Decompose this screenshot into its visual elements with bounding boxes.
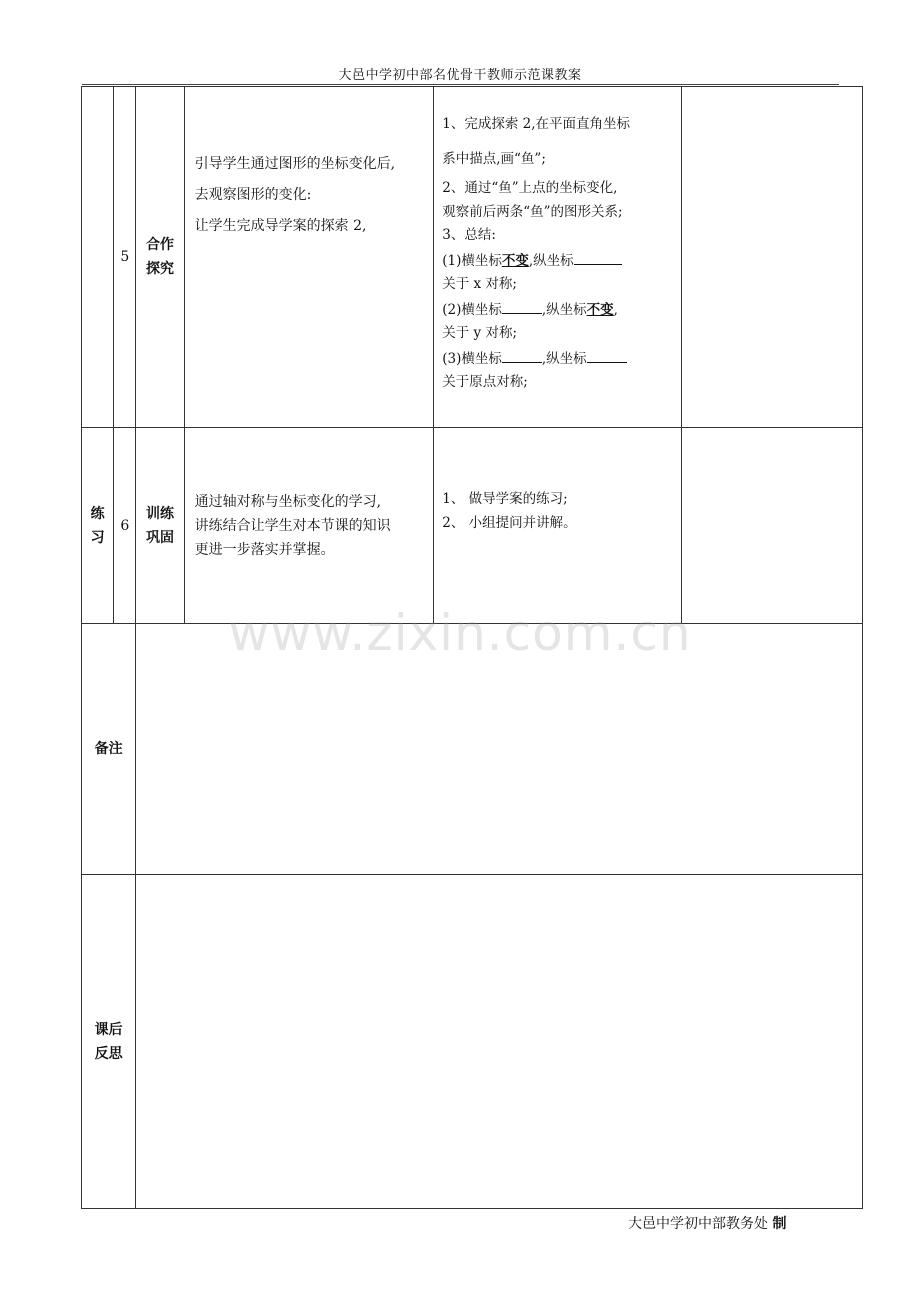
student-line: 2、 小组提问并讲解。 <box>442 514 577 531</box>
student-line: 1、 做导学案的练习; <box>442 491 568 507</box>
footer-text: 大邑中学初中部教务处 <box>628 1216 768 1232</box>
reflection-label <box>82 875 136 1209</box>
summary-text: (1)横坐标 <box>442 252 502 269</box>
student-line: 1、完成探索 2,在平面直角坐标 <box>442 116 630 132</box>
summary-text: ,纵坐标 <box>541 301 587 318</box>
teacher-line: 去观察图形的变化: <box>194 187 312 203</box>
summary-text: 关于 y 对称; <box>442 325 517 341</box>
student-activity-cell <box>434 87 682 428</box>
table-row-explore <box>82 87 863 428</box>
teacher-line: 引导学生通过图形的坐标变化后, <box>194 156 396 172</box>
stage-label-line1: 合作 <box>145 237 174 253</box>
header-rule <box>82 84 839 85</box>
stage-label-line1: 训练 <box>145 505 174 522</box>
summary-item-1 <box>442 248 677 274</box>
reflection-label-line2: 反思 <box>94 1045 123 1062</box>
teacher-line: 让学生完成导学案的探索 2, <box>194 218 367 234</box>
summary-text: (2)横坐标 <box>442 301 502 318</box>
footer-bold: 制 <box>772 1216 787 1232</box>
watermark: www.zixin.com.cn <box>228 604 692 662</box>
keyword-unchanged: 不变 <box>501 252 529 269</box>
teacher-activity-cell <box>184 87 434 428</box>
keyword-unchanged: 不变 <box>586 301 614 318</box>
blank-line <box>587 346 627 363</box>
summary-text: (3)横坐标 <box>442 350 502 367</box>
teacher-line: 更进一步落实并掌握。 <box>194 541 335 558</box>
teacher-activity-cell <box>184 428 434 624</box>
page-header: 大邑中学初中部名优骨干教师示范课教案 <box>338 68 582 83</box>
stage-label-line2: 探究 <box>145 261 174 277</box>
section-label-line2: 习 <box>90 529 105 546</box>
student-activity-cell <box>434 428 682 624</box>
table-row-practice <box>82 428 863 624</box>
remarks-label: 备注 <box>82 624 136 875</box>
section-cell-empty <box>82 87 114 428</box>
student-line: 系中描点,画“鱼”; <box>442 151 546 167</box>
summary-item-3 <box>442 346 677 372</box>
blank-line <box>502 297 542 314</box>
summary-text: 关于原点对称; <box>442 374 528 390</box>
section-cell <box>82 428 114 624</box>
summary-text: ,纵坐标 <box>541 350 587 367</box>
blank-line <box>502 346 542 363</box>
summary-item-2 <box>442 297 677 323</box>
notes-cell-empty <box>681 428 862 624</box>
reflection-label-line1: 课后 <box>94 1021 123 1038</box>
summary-text: , <box>613 301 618 318</box>
summary-text: ,纵坐标 <box>528 252 574 269</box>
table-row-reflection <box>82 875 863 1209</box>
stage-label-line2: 巩固 <box>145 529 174 546</box>
notes-cell-empty <box>681 87 862 428</box>
reflection-content-empty <box>136 875 863 1209</box>
footer <box>628 1213 786 1233</box>
stage-cell <box>136 87 184 428</box>
student-line: 3、总结: <box>442 227 496 243</box>
blank-line <box>574 248 622 265</box>
student-line: 观察前后两条“鱼”的图形关系; <box>442 203 623 220</box>
teacher-line: 讲练结合让学生对本节课的知识 <box>194 517 391 534</box>
student-line: 2、通过“鱼”上点的坐标变化, <box>442 180 618 196</box>
teacher-line: 通过轴对称与坐标变化的学习, <box>194 493 382 510</box>
summary-text: 关于 x 对称; <box>442 276 517 292</box>
section-label-line1: 练 <box>90 505 105 522</box>
step-number: 5 <box>114 87 136 428</box>
stage-cell <box>136 428 184 624</box>
step-number: 6 <box>114 428 136 624</box>
